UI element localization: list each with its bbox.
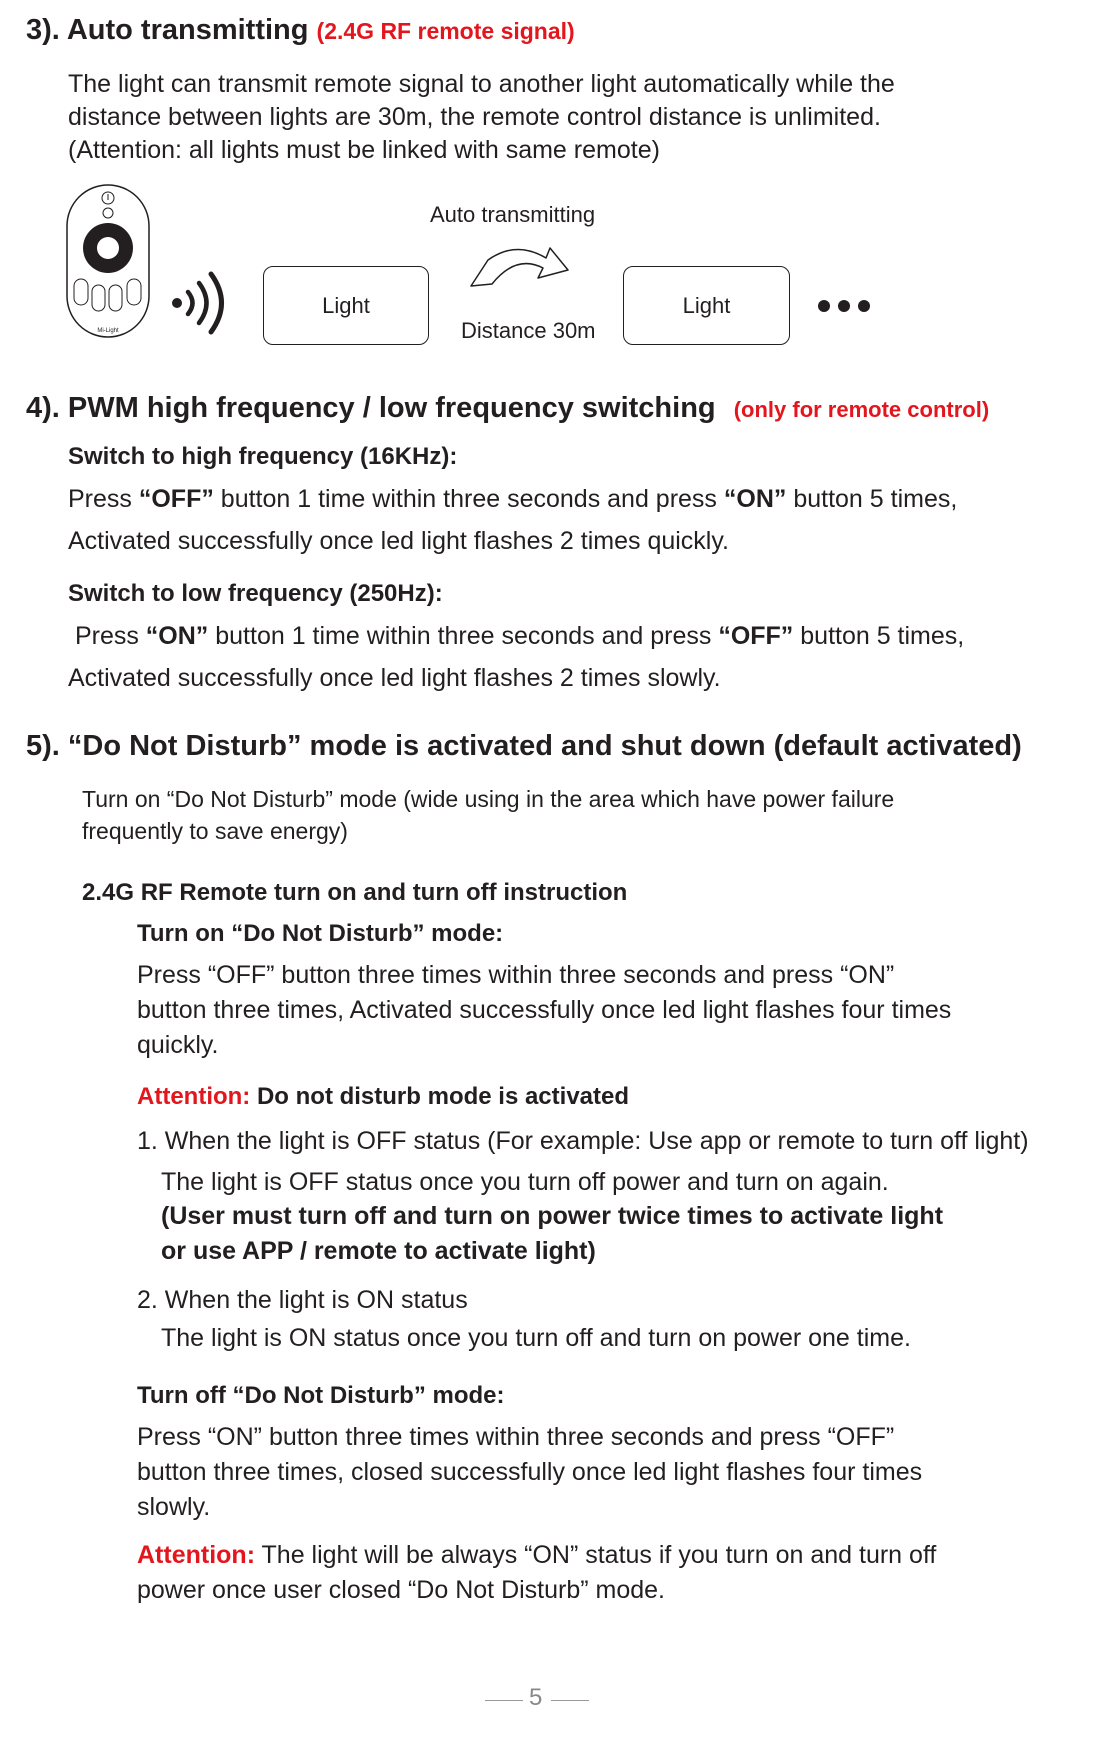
attention-1-label: Attention: — [137, 1083, 251, 1110]
turn-on-line-2: button three times, Activated successfully once led light flashes four times — [137, 996, 952, 1024]
section-4-note: (only for remote control) — [733, 397, 990, 422]
section-5-intro — [82, 783, 894, 847]
remote-control-icon — [64, 182, 154, 342]
ellipsis-dot-1 — [818, 300, 830, 312]
section-5-heading: 5). “Do Not Disturb” mode is activated and shut down (default activated) — [26, 730, 1022, 762]
section-3-title: 3). Auto transmitting — [26, 14, 317, 46]
section-3-line-2: distance between lights are 30m, the remote control distance is unlimited. — [68, 103, 881, 131]
attention-2-line-2: power once user closed “Do Not Disturb” mode. — [137, 1576, 666, 1604]
footer-rule-left — [485, 1700, 523, 1701]
rf-instruction-title: 2.4G RF Remote turn on and turn off instruction — [82, 879, 628, 906]
lf-off-keyword: “OFF” — [718, 622, 794, 650]
attention-1 — [137, 1083, 629, 1111]
light-box-2 — [623, 266, 790, 345]
section-4-heading — [26, 392, 989, 425]
auto-transmitting-label: Auto transmitting — [430, 202, 596, 227]
list-item-2-sub: The light is ON status once you turn off and turn on power one time. — [161, 1324, 911, 1352]
ellipsis-dot-2 — [838, 300, 850, 312]
turn-on-line-3: quickly. — [137, 1031, 219, 1059]
ellipsis-dot-3 — [858, 300, 870, 312]
high-frequency-line-1 — [68, 483, 957, 516]
distance-label: Distance 30m — [461, 318, 596, 343]
section-3-heading — [26, 14, 575, 47]
turn-on-line-1: Press “OFF” button three times within three seconds and press “ON” — [137, 961, 895, 989]
light-box-2-label: Light — [682, 292, 731, 318]
section-5-intro-line-1: Turn on “Do Not Disturb” mode (wide using in the area which have power failure — [82, 786, 895, 812]
signal-waves-icon — [168, 268, 234, 338]
attention-1-text: Do not disturb mode is activated — [250, 1083, 630, 1110]
high-frequency-line-2: Activated successfully once led light flashes 2 times quickly. — [68, 527, 729, 555]
section-4-title: 4). PWM high frequency / low frequency switching — [26, 392, 716, 424]
hf-press: Press — [68, 485, 139, 513]
turn-on-title: Turn on “Do Not Disturb” mode: — [137, 920, 504, 947]
turn-off-title: Turn off “Do Not Disturb” mode: — [137, 1382, 505, 1409]
section-5-intro-line-2: frequently to save energy) — [82, 818, 348, 844]
turn-off-line-2: button three times, closed successfully once led light flashes four times — [137, 1458, 923, 1486]
turn-on-instructions — [137, 959, 951, 1062]
hf-on-keyword: “ON” — [723, 485, 787, 513]
turn-off-line-1: Press “ON” button three times within three seconds and press “OFF” — [137, 1423, 895, 1451]
page-number: 5 — [529, 1684, 543, 1711]
list-item-1-bold-note — [161, 1199, 943, 1269]
lf-middle: button 1 time within three seconds and press — [208, 622, 719, 650]
turn-off-line-3: slowly. — [137, 1493, 211, 1521]
list-item-2: 2. When the light is ON status — [137, 1286, 468, 1314]
turn-off-instructions — [137, 1421, 922, 1524]
attention-2-label: Attention: — [137, 1541, 256, 1569]
list-item-1-bold-line-2: or use APP / remote to activate light) — [161, 1237, 596, 1265]
lf-press: Press — [68, 622, 146, 650]
remote-brand-label: Mi-Light — [97, 328, 119, 334]
list-item-1-sub: The light is OFF status once you turn off power and turn on again. — [161, 1168, 889, 1196]
light-box-1-label: Light — [322, 292, 370, 318]
footer-rule-right — [551, 1700, 589, 1701]
low-frequency-line-2: Activated successfully once led light flashes 2 times slowly. — [68, 664, 721, 692]
hf-end: button 5 times, — [786, 485, 958, 513]
lf-on-keyword: “ON” — [145, 622, 209, 650]
list-item-1-bold-line-1: (User must turn off and turn on power twice times to activate light — [161, 1202, 944, 1230]
hf-middle: button 1 time within three seconds and press — [213, 485, 724, 513]
attention-2 — [137, 1539, 936, 1607]
section-3-note: (2.4G RF remote signal) — [316, 18, 575, 44]
high-frequency-title: Switch to high frequency (16KHz): — [68, 443, 458, 470]
lf-end: button 5 times, — [793, 622, 965, 650]
section-3-line-1: The light can transmit remote signal to another light automatically while the — [68, 70, 895, 98]
low-frequency-title: Switch to low frequency (250Hz): — [68, 580, 443, 607]
list-item-1: 1. When the light is OFF status (For example: Use app or remote to turn off light) — [137, 1127, 1029, 1155]
hf-off-keyword: “OFF” — [138, 485, 214, 513]
curved-arrow-icon — [468, 240, 572, 300]
light-box-1 — [263, 266, 429, 345]
attention-2-line-1: The light will be always “ON” status if you turn on and turn off — [255, 1541, 937, 1569]
section-3-line-3: (Attention: all lights must be linked with same remote) — [68, 136, 660, 164]
low-frequency-line-1 — [68, 620, 964, 653]
